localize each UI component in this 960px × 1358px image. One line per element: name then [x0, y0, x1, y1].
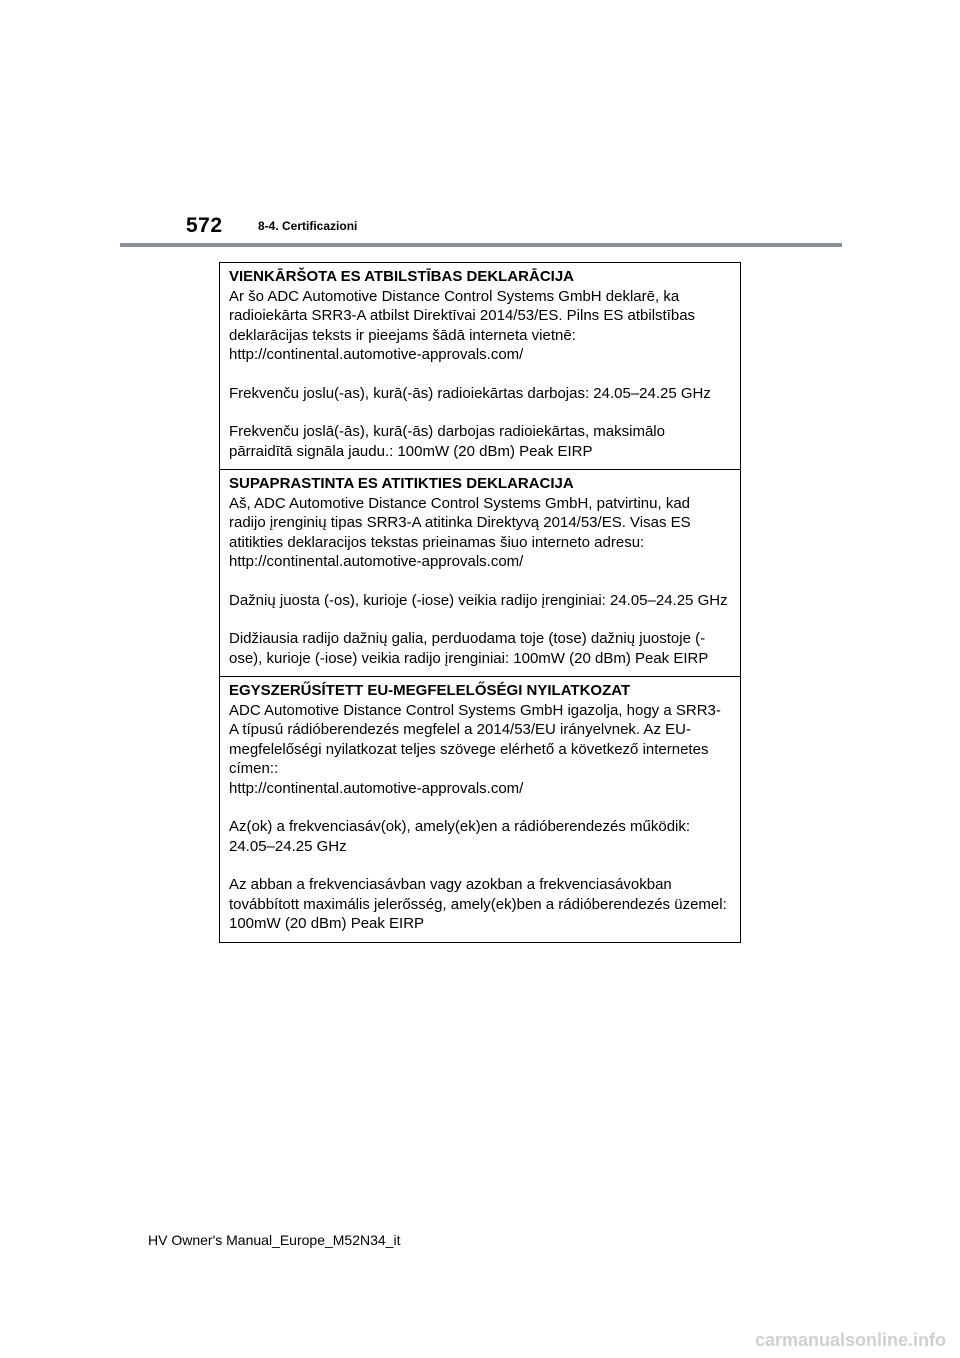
declaration-text: Ar šo ADC Automotive Distance Control Systems GmbH deklarē, ka radioiekārta SRR3-A atbilst Direktīvai 2014/53/ES. Pilns ES atbilstības deklarācijas teksts ir pieejams šādā interneta vietnē: — [229, 287, 696, 344]
declaration-latvian — [220, 263, 740, 469]
declaration-hungarian — [220, 676, 740, 942]
declaration-heading: EGYSZERŰSÍTETT EU-MEGFELELŐSÉGI NYILATKOZAT — [229, 682, 631, 699]
declaration-power: Frekvenču joslā(-ās), kurā(-ās) darbojas radioiekārtas, maksimālo pārraidītā signāla jaudu.: 100mW (20 dBm) Peak EIRP — [229, 423, 665, 460]
declaration-text: Aš, ADC Automotive Distance Control Systems GmbH, patvirtinu, kad radijo įrenginių tipas SRR3-A atitinka Direktyvą 2014/53/ES. Visas ES atitikties deklaracijos tekstas prieinamas šiuo interneto adresu: — [229, 494, 691, 551]
declaration-frequency: Frekvenču joslu(-as), kurā(-ās) radioiekārtas darbojas: 24.05–24.25 GHz — [229, 384, 711, 402]
section-title: 8-4. Certificazioni — [258, 219, 358, 233]
header-divider — [120, 243, 842, 247]
page-number: 572 — [186, 214, 223, 237]
declaration-frequency: Dažnių juosta (-os), kurioje (-iose) veikia radijo įrenginiai: 24.05–24.25 GHz — [229, 591, 728, 609]
declaration-url: http://continental.automotive-approvals.com/ — [229, 553, 524, 570]
declaration-heading: SUPAPRASTINTA ES ATITIKTIES DEKLARACIJA — [229, 475, 574, 492]
declaration-text: ADC Automotive Distance Control Systems GmbH igazolja, hogy a SRR3-A típusú rádióberendezés megfelel a 2014/53/EU irányelvnek. Az EU-megfelelőségi nyilatkozat teljes szövege elérhető a következő internetes címen:: — [229, 701, 721, 777]
declaration-power: Didžiausia radijo dažnių galia, perduodama toje (tose) dažnių juostoje (-ose), kurioje (-iose) veikia radijo įrenginiai: 100mW (20 dBm) Peak EIRP — [229, 630, 709, 667]
declaration-frequency: Az(ok) a frekvenciasáv(ok), amely(ek)en a rádióberendezés működik: 24.05–24.25 GHz — [229, 818, 691, 855]
declaration-power: Az abban a frekvenciasávban vagy azokban a frekvenciasávokban továbbított maximális jelerősség, amely(ek)ben a rádióberendezés üzemel: 100mW (20 dBm) Peak EIRP — [229, 876, 727, 932]
declaration-heading: VIENKĀRŠOTA ES ATBILSTĪBAS DEKLARĀCIJA — [229, 268, 575, 285]
watermark: carmanualsonline.info — [754, 1330, 946, 1350]
declaration-url: http://continental.automotive-approvals.com/ — [229, 779, 524, 797]
declaration-lithuanian — [220, 469, 740, 676]
footer-manual-name: HV Owner's Manual_Europe_M52N34_it — [148, 1232, 401, 1248]
declarations-box — [219, 262, 741, 943]
declaration-url: http://continental.automotive-approvals.com/ — [229, 346, 524, 363]
